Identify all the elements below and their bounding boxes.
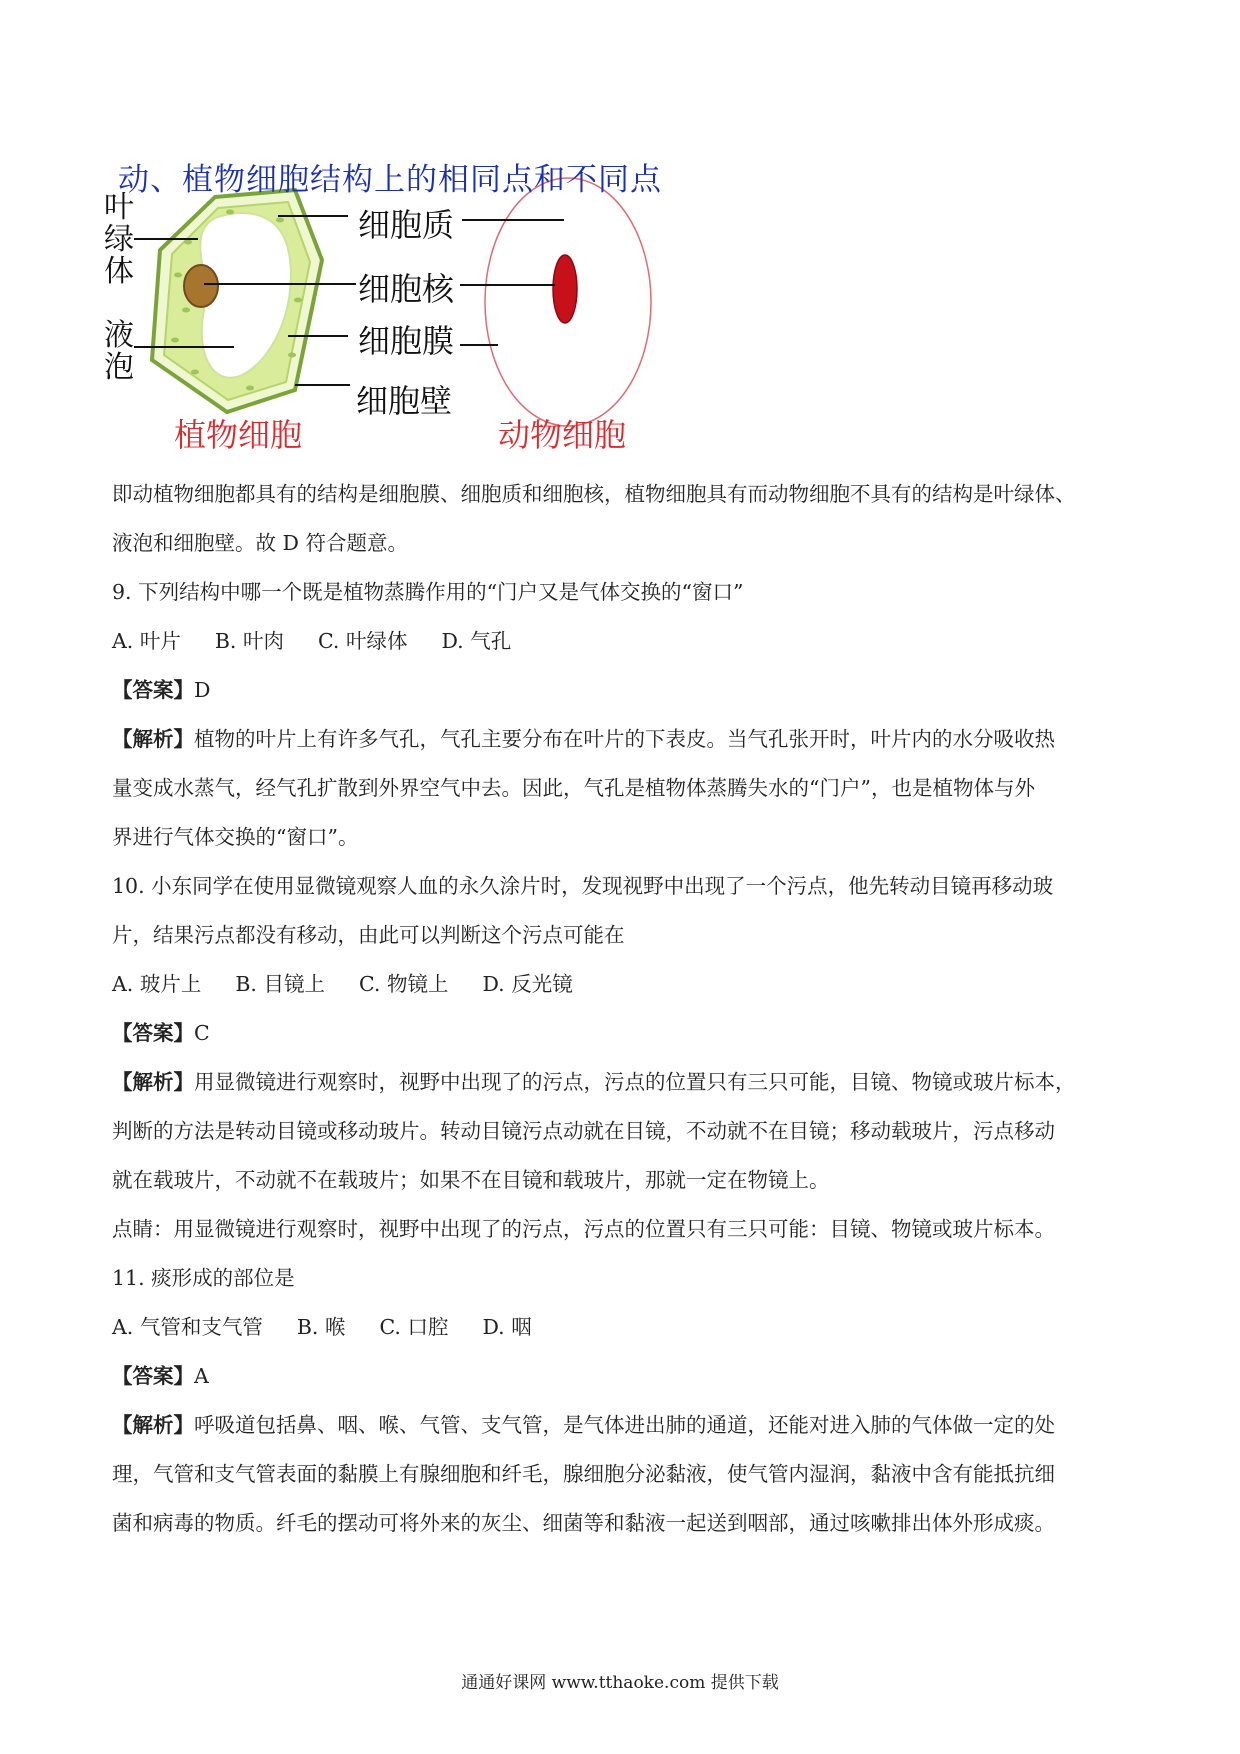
membrane-label: 细胞膜	[358, 322, 455, 360]
answer-tag: 【答案】	[112, 1364, 194, 1388]
animal-cell-caption: 动物细胞	[498, 416, 627, 454]
q10-options	[112, 960, 1132, 1009]
animal-nucleus	[553, 255, 577, 323]
q11-question: 11. 痰形成的部位是	[112, 1266, 295, 1290]
q11-option: D. 咽	[482, 1315, 532, 1339]
q9-answer	[112, 666, 1132, 715]
q9-analysis-line: 界进行气体交换的“窗口”。	[112, 825, 359, 849]
q11-options	[112, 1303, 1132, 1352]
q11-analysis-line: 理，气管和支气管表面的黏膜上有腺细胞和纤毛，腺细胞分泌黏液，使气管内湿润，黏液中含有能抵抗细	[112, 1462, 1055, 1486]
q9-option: B. 叶肉	[214, 629, 284, 653]
q9-analysis-line: 量变成水蒸气，经气孔扩散到外界空气中去。因此，气孔是植物体蒸腾失水的“门户”，也是植物体与外	[112, 776, 1035, 800]
q10-answer	[112, 1009, 1132, 1058]
q10-tip: 点睛：用显微镜进行观察时，视野中出现了的污点，污点的位置只有三只可能：目镜、物镜或玻片标本。	[112, 1217, 1055, 1241]
q10-option: B. 目镜上	[235, 972, 325, 996]
analysis-text: 用显微镜进行观察时，视野中出现了的污点，污点的位置只有三只可能，目镜、物镜或玻片标本，	[194, 1070, 1076, 1094]
q11-analysis-line: 菌和病毒的物质。纤毛的摆动可将外来的灰尘、细菌等和黏液一起送到咽部，通过咳嗽排出体外形成痰。	[112, 1511, 1055, 1535]
q10-option: A. 玻片上	[112, 972, 202, 996]
answer-tag: 【答案】	[112, 678, 194, 702]
answer-value: C	[194, 1021, 210, 1045]
figure-title: 动、植物细胞结构上的相同点和不同点	[118, 162, 662, 198]
q9-question: 9. 下列结构中哪一个既是植物蒸腾作用的“门户又是气体交换的“窗口”	[112, 580, 744, 604]
answer-value: D	[194, 678, 211, 702]
intro-line: 液泡和细胞壁。故 D 符合题意。	[112, 531, 408, 555]
q9-option: A. 叶片	[112, 629, 181, 653]
answer-value: A	[194, 1364, 209, 1388]
page-footer: 通通好课网 www.tthaoke.com 提供下载	[461, 1673, 779, 1693]
q10-option: D. 反光镜	[482, 972, 573, 996]
analysis-tag: 【解析】	[112, 1070, 194, 1094]
document-body	[112, 470, 1132, 1548]
q11-option: A. 气管和支气管	[112, 1315, 263, 1339]
answer-tag: 【答案】	[112, 1021, 194, 1045]
cell-comparison-figure	[100, 150, 740, 505]
vacuole-label: 液泡	[104, 318, 134, 385]
q9-options	[112, 617, 1132, 666]
analysis-tag: 【解析】	[112, 1413, 194, 1437]
analysis-text: 呼吸道包括鼻、咽、喉、气管、支气管，是气体进出肺的通道，还能对进入肺的气体做一定的处	[194, 1413, 1055, 1437]
cytoplasm-label: 细胞质	[358, 206, 455, 244]
chloroplast-label: 叶绿体	[104, 190, 134, 289]
q10-analysis-line: 就在载玻片，不动就不在载玻片；如果不在目镜和载玻片，那就一定在物镜上。	[112, 1168, 830, 1192]
q10-question: 10. 小东同学在使用显微镜观察人血的永久涂片时，发现视野中出现了一个污点，他先转动目镜再移动玻	[112, 874, 1054, 898]
q9-analysis	[112, 715, 1132, 764]
plant-nucleus	[184, 265, 218, 307]
q11-option: C. 口腔	[379, 1315, 449, 1339]
q9-option: D. 气孔	[441, 629, 512, 653]
q11-answer	[112, 1352, 1132, 1401]
q10-question-line: 片，结果污点都没有移动，由此可以判断这个污点可能在	[112, 923, 625, 947]
nucleus-label: 细胞核	[358, 270, 455, 308]
plant-cell-caption: 植物细胞	[174, 416, 303, 454]
q9-option: C. 叶绿体	[317, 629, 408, 653]
q11-analysis	[112, 1401, 1132, 1450]
q11-option: B. 喉	[296, 1315, 346, 1339]
analysis-text: 植物的叶片上有许多气孔，气孔主要分布在叶片的下表皮。当气孔张开时，叶片内的水分吸收热	[194, 727, 1055, 751]
analysis-tag: 【解析】	[112, 727, 194, 751]
cell-wall-label: 细胞壁	[356, 382, 453, 420]
q10-option: C. 物镜上	[358, 972, 449, 996]
q10-analysis	[112, 1058, 1132, 1107]
q10-analysis-line: 判断的方法是转动目镜或移动玻片。转动目镜污点动就在目镜，不动就不在目镜；移动载玻片，污点移动	[112, 1119, 1055, 1143]
intro-line: 即动植物细胞都具有的结构是细胞膜、细胞质和细胞核，植物细胞具有而动物细胞不具有的结构是叶绿体、	[112, 482, 1076, 506]
